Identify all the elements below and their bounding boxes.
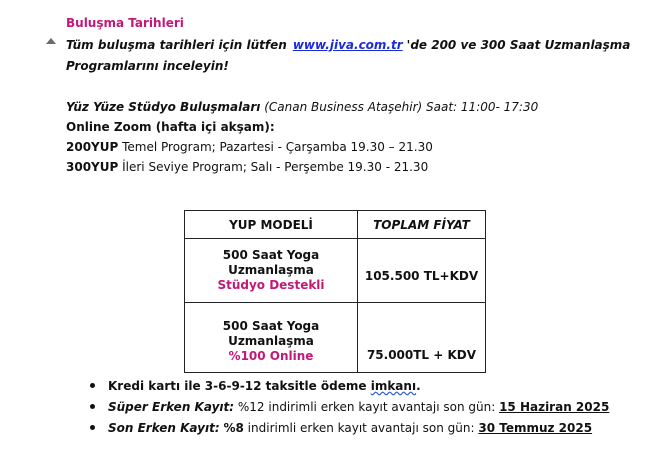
list-item [88, 420, 609, 441]
list-item [88, 399, 609, 420]
intro-text-after-link: 'de 200 ve 300 Saat Uzmanlaşma [406, 38, 631, 52]
price-table-header [185, 211, 486, 239]
bullet-icon [90, 425, 95, 430]
header-model: YUP MODELİ [185, 211, 358, 239]
price-table [184, 210, 486, 373]
last-early-discount: %8 [223, 421, 244, 435]
price-cell: 105.500 TL+KDV [358, 239, 486, 303]
program-line [66, 139, 433, 155]
program-text: İleri Seviye Program; Salı - Perşembe 19.30 - 21.30 [122, 160, 429, 174]
last-early-date: 30 Temmuz 2025 [478, 421, 593, 435]
last-early-label: Son Erken Kayıt: [108, 421, 220, 435]
model-name: 500 Saat Yoga Uzmanlaşma [222, 248, 320, 277]
super-early-date: 15 Haziran 2025 [499, 400, 610, 414]
studio-meetings-label: Yüz Yüze Stüdyo Buluşmaları [66, 100, 261, 114]
price-cell: 75.000TL + KDV [358, 303, 486, 373]
list-item [88, 378, 609, 399]
section-title: Buluşma Tarihleri [66, 16, 184, 30]
super-early-text: indirimli erken kayıt avantajı son gün: [268, 400, 496, 414]
model-cell [185, 303, 358, 373]
studio-location: (Canan Business Ataşehir) [264, 100, 423, 114]
intro-line-2: Programlarını inceleyin! [66, 59, 229, 73]
installment-text: Kredi kartı ile 3-6-9-12 taksitle ödeme [108, 379, 371, 393]
program-code: 300YUP [66, 160, 119, 174]
model-variant: %100 Online [228, 349, 314, 363]
studio-meetings-line [66, 99, 538, 115]
installment-end: . [416, 379, 421, 393]
last-early-text: indirimli erken kayıt avantajı son gün: [247, 421, 475, 435]
bullet-icon [90, 383, 95, 388]
intro-text-before-link: Tüm buluşma tarihleri için lütfen [66, 38, 287, 52]
model-name: 500 Saat Yoga Uzmanlaşma [222, 319, 320, 348]
installment-emphasis: imkanı [370, 379, 417, 393]
table-row [185, 303, 486, 373]
website-link[interactable]: www.jiva.com.tr [292, 38, 403, 52]
program-code: 200YUP [66, 140, 119, 154]
super-early-discount: %12 [237, 400, 265, 414]
model-cell [185, 239, 358, 303]
super-early-label: Süper Erken Kayıt: [108, 400, 235, 414]
header-price: TOPLAM FİYAT [358, 211, 486, 239]
intro-line-1 [66, 37, 630, 53]
online-heading: Online Zoom (hafta içi akşam): [66, 120, 275, 134]
benefits-list [88, 378, 609, 441]
bullet-icon [90, 404, 95, 409]
program-line [66, 159, 428, 175]
table-row [185, 239, 486, 303]
studio-time: Saat: 11:00- 17:30 [426, 100, 539, 114]
program-text: Temel Program; Pazartesi - Çarşamba 19.30 – 21.30 [122, 140, 433, 154]
model-variant: Stüdyo Destekli [217, 278, 325, 292]
paragraph-anchor-icon [46, 38, 56, 44]
